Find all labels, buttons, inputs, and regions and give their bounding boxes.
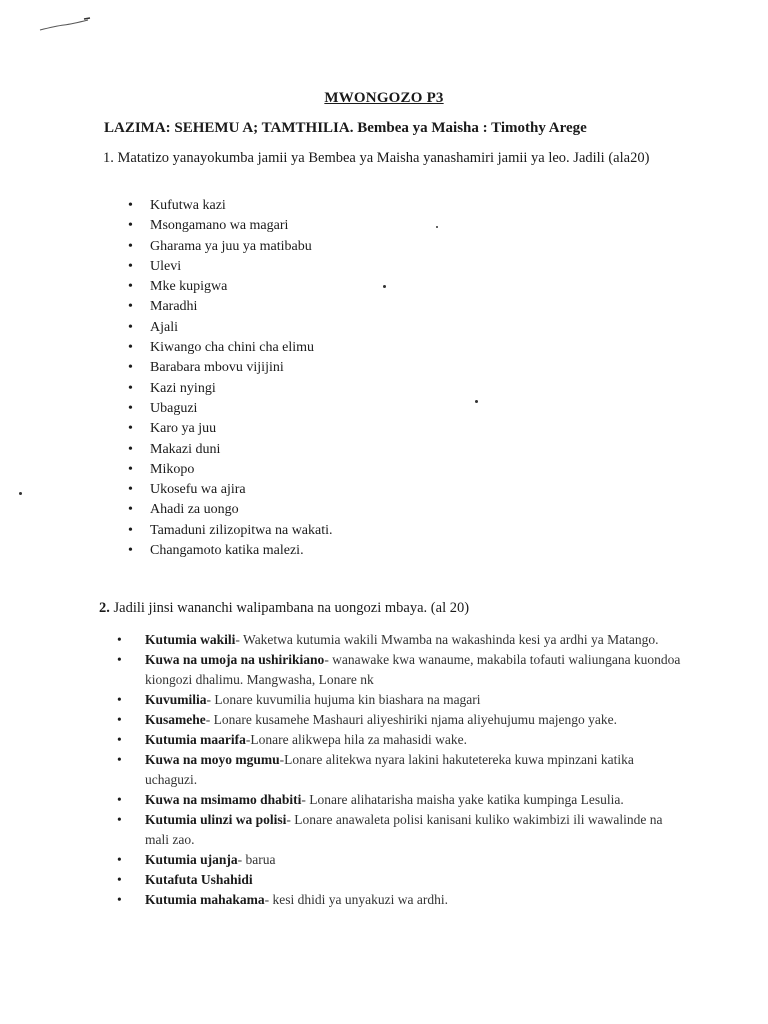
- list-item-term: Kutumia wakili: [145, 632, 236, 647]
- list-item-text: Changamoto katika malezi.: [150, 543, 304, 559]
- list-item-text: Ulevi: [150, 258, 182, 274]
- list-item: [128, 521, 333, 541]
- list-item-description: -Lonare alikwepa hila za mahasidi wake.: [245, 732, 468, 747]
- list-item: [128, 216, 333, 236]
- bullet-icon: •: [128, 522, 133, 538]
- list-item: [117, 870, 687, 890]
- list-item-text: Kiwango cha chini cha elimu: [150, 340, 315, 356]
- list-item: [128, 480, 333, 500]
- scan-speck: [19, 492, 22, 495]
- list-item-text: Mke kupigwa: [150, 279, 228, 295]
- question-1-answer-list: [128, 196, 333, 561]
- list-item-description: - Lonare anawaleta polisi kanisani kuliko wakimbizi ili wawalinde na mali zao.: [145, 812, 663, 847]
- bullet-icon: •: [128, 461, 133, 477]
- bullet-icon: •: [117, 852, 122, 867]
- bullet-icon: •: [128, 279, 133, 295]
- bullet-icon: •: [117, 792, 122, 807]
- list-item-description: - kesi dhidi ya unyakuzi wa ardhi.: [264, 892, 448, 907]
- list-item-text: Mikopo: [150, 461, 195, 477]
- list-item-term: Kuwa na moyo mgumu: [145, 752, 280, 767]
- document-title: MWONGOZO P3: [324, 90, 444, 106]
- list-item: [128, 500, 333, 520]
- list-item: [128, 237, 333, 257]
- list-item: [117, 730, 687, 750]
- pen-scribble-mark: [38, 16, 94, 34]
- list-item: [117, 850, 687, 870]
- bullet-icon: •: [128, 299, 133, 315]
- list-item-description: - Lonare kusamehe Mashauri aliyeshiriki njama aliyehujumu majengo yake.: [205, 712, 617, 727]
- scan-speck: [436, 226, 438, 228]
- list-item-text: Gharama ya juu ya matibabu: [150, 238, 312, 254]
- question-2-number: 2.: [99, 600, 110, 616]
- list-item: [128, 460, 333, 480]
- list-item-text: Karo ya juu: [150, 421, 217, 437]
- list-item: [117, 690, 687, 710]
- bullet-icon: •: [128, 360, 133, 376]
- bullet-icon: •: [128, 198, 133, 213]
- list-item-text: Ubaguzi: [150, 400, 198, 416]
- bullet-icon: •: [117, 812, 122, 827]
- list-item-term: Kuvumilia: [145, 692, 207, 707]
- list-item: [128, 277, 333, 297]
- list-item-term: Kutumia ujanja: [145, 852, 238, 867]
- section-heading: LAZIMA: SEHEMU A; TAMTHILIA. Bembea ya Maisha : Timothy Arege: [104, 120, 587, 136]
- list-item: [128, 297, 333, 317]
- bullet-icon: •: [117, 652, 122, 667]
- bullet-icon: •: [128, 421, 133, 437]
- bullet-icon: •: [117, 712, 122, 727]
- bullet-icon: •: [117, 872, 122, 887]
- list-item-description: - Waketwa kutumia wakili Mwamba na wakashinda kesi ya ardhi ya Matango.: [235, 632, 659, 647]
- list-item: [128, 399, 333, 419]
- bullet-icon: •: [117, 632, 122, 647]
- list-item-term: Kutumia ulinzi wa polisi: [145, 812, 287, 827]
- bullet-icon: •: [128, 400, 133, 416]
- bullet-icon: •: [128, 238, 133, 254]
- list-item-text: Maradhi: [150, 299, 198, 315]
- list-item-text: Barabara mbovu vijijini: [150, 360, 284, 376]
- list-item: [117, 890, 687, 910]
- list-item-term: Kutumia mahakama: [145, 892, 265, 907]
- list-item-term: Kutafuta Ushahidi: [145, 872, 253, 887]
- list-item-text: Kufutwa kazi: [150, 198, 226, 213]
- list-item-text: Kazi nyingi: [150, 380, 216, 396]
- list-item: [117, 650, 687, 690]
- list-item: [128, 358, 333, 378]
- scan-speck: [475, 400, 478, 403]
- list-item: [117, 630, 687, 650]
- list-item-text: Ukosefu wa ajira: [150, 482, 246, 498]
- question-2-text: Jadili jinsi wananchi walipambana na uongozi mbaya. (al 20): [109, 600, 470, 616]
- list-item: [128, 257, 333, 277]
- list-item: [117, 750, 687, 790]
- list-item-term: Kuwa na msimamo dhabiti: [145, 792, 302, 807]
- bullet-icon: •: [128, 319, 133, 335]
- bullet-icon: •: [128, 441, 133, 457]
- list-item: [128, 419, 333, 439]
- list-item: [128, 318, 333, 338]
- bullet-icon: •: [117, 752, 122, 767]
- list-item-term: Kuwa na umoja na ushirikiano: [145, 652, 325, 667]
- bullet-icon: •: [128, 258, 133, 274]
- list-item: [128, 541, 333, 561]
- bullet-icon: •: [117, 732, 122, 747]
- list-item-text: Tamaduni zilizopitwa na wakati.: [150, 522, 333, 538]
- list-item: [128, 440, 333, 460]
- bullet-icon: •: [128, 340, 133, 356]
- list-item-text: Msongamano wa magari: [150, 218, 289, 234]
- bullet-icon: •: [128, 482, 133, 498]
- list-item: [117, 810, 687, 850]
- list-item: [117, 790, 687, 810]
- list-item-description: - wanawake kwa wanaume, makabila tofauti waliungana kuondoa kiongozi dhalimu. Mangwasha, Lonare nk: [145, 652, 681, 687]
- list-item-text: Ajali: [150, 319, 178, 335]
- list-item-description: - barua: [237, 852, 276, 867]
- list-item-description: - Lonare kuvumilia hujuma kin biashara na magari: [206, 692, 481, 707]
- list-item-term: Kusamehe: [145, 712, 206, 727]
- list-item: [117, 710, 687, 730]
- list-item: [128, 338, 333, 358]
- list-item-text: Ahadi za uongo: [150, 502, 239, 518]
- question-2: [99, 600, 469, 617]
- bullet-icon: •: [128, 543, 133, 559]
- list-item-text: Makazi duni: [150, 441, 221, 457]
- bullet-icon: •: [117, 892, 122, 907]
- list-item-description: - Lonare alihatarisha maisha yake katika kumpinga Lesulia.: [301, 792, 624, 807]
- list-item: [128, 379, 333, 399]
- scan-speck: [383, 285, 386, 288]
- list-item-term: Kutumia maarifa: [145, 732, 246, 747]
- list-item-description: -Lonare alitekwa nyara lakini hakutetereka kuwa mpinzani katika uchaguzi.: [145, 752, 634, 787]
- question-2-answer-list: [117, 630, 687, 910]
- bullet-icon: •: [128, 502, 133, 518]
- question-1: 1. Matatizo yanayokumba jamii ya Bembea ya Maisha yanashamiri jamii ya leo. Jadili (ala20): [103, 150, 650, 166]
- bullet-icon: •: [128, 218, 133, 234]
- bullet-icon: •: [117, 692, 122, 707]
- list-item: [128, 196, 333, 216]
- bullet-icon: •: [128, 380, 133, 396]
